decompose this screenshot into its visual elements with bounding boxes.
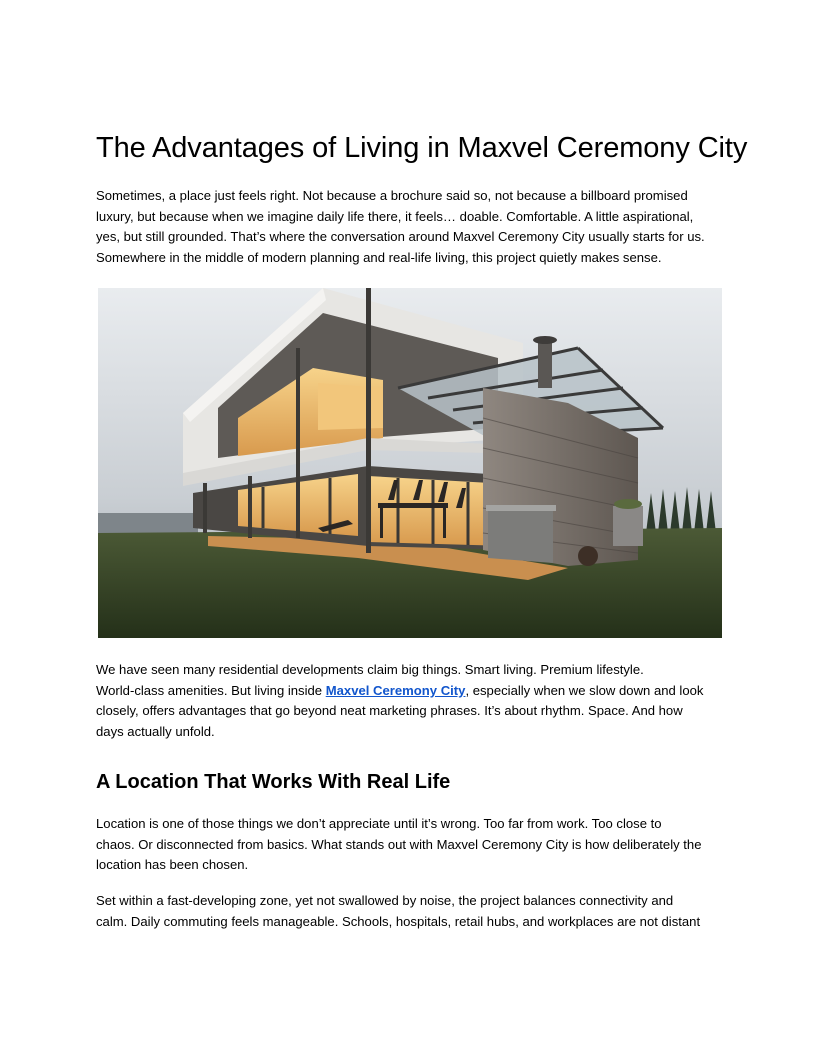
text-run: World-class amenities. But living inside	[96, 682, 326, 698]
paragraph-line: Set within a fast-developing zone, yet not swallowed by noise, the project balances connectivity and	[96, 893, 674, 908]
paragraph-line: closely, offers advantages that go beyond neat marketing phrases. It’s about rhythm. Space. And how	[96, 703, 683, 719]
section-heading: A Location That Works With Real Life	[96, 771, 451, 793]
page-title: The Advantages of Living in Maxvel Ceremony City	[96, 132, 748, 164]
paragraph-line: Location is one of those things we don’t appreciate until it’s wrong. Too far from work. Too close to	[96, 816, 662, 831]
paragraph-line	[96, 681, 722, 702]
paragraph-line: We have seen many residential developments claim big things. Smart living. Premium lifestyle.	[96, 662, 644, 677]
paragraph-line: days actually unfold.	[96, 723, 215, 739]
paragraph-2	[96, 660, 722, 742]
intro-line: Sometimes, a place just feels right. Not because a brochure said so, not because a billboard promised	[96, 188, 688, 203]
text-run: , especially when we slow down and look	[465, 682, 704, 698]
section-paragraph-2	[96, 891, 722, 932]
house-photo	[98, 288, 722, 638]
section-paragraph-1	[96, 814, 722, 876]
intro-line: Somewhere in the middle of modern planning and real-life living, this project quietly makes sense.	[96, 249, 662, 265]
paragraph-line: location has been chosen.	[96, 857, 249, 873]
intro-paragraph	[96, 186, 722, 268]
maxvel-ceremony-city-link[interactable]: Maxvel Ceremony City	[325, 682, 466, 698]
paragraph-line: chaos. Or disconnected from basics. What stands out with Maxvel Ceremony City is how deliberately the	[96, 836, 702, 852]
intro-line: yes, but still grounded. That’s where the conversation around Maxvel Ceremony City usually starts for us.	[96, 229, 705, 245]
paragraph-line: calm. Daily commuting feels manageable. Schools, hospitals, retail hubs, and workplaces are not distant	[96, 913, 701, 929]
intro-line: luxury, but because when we imagine daily life there, it feels… doable. Comfortable. A little aspirational,	[96, 208, 694, 224]
